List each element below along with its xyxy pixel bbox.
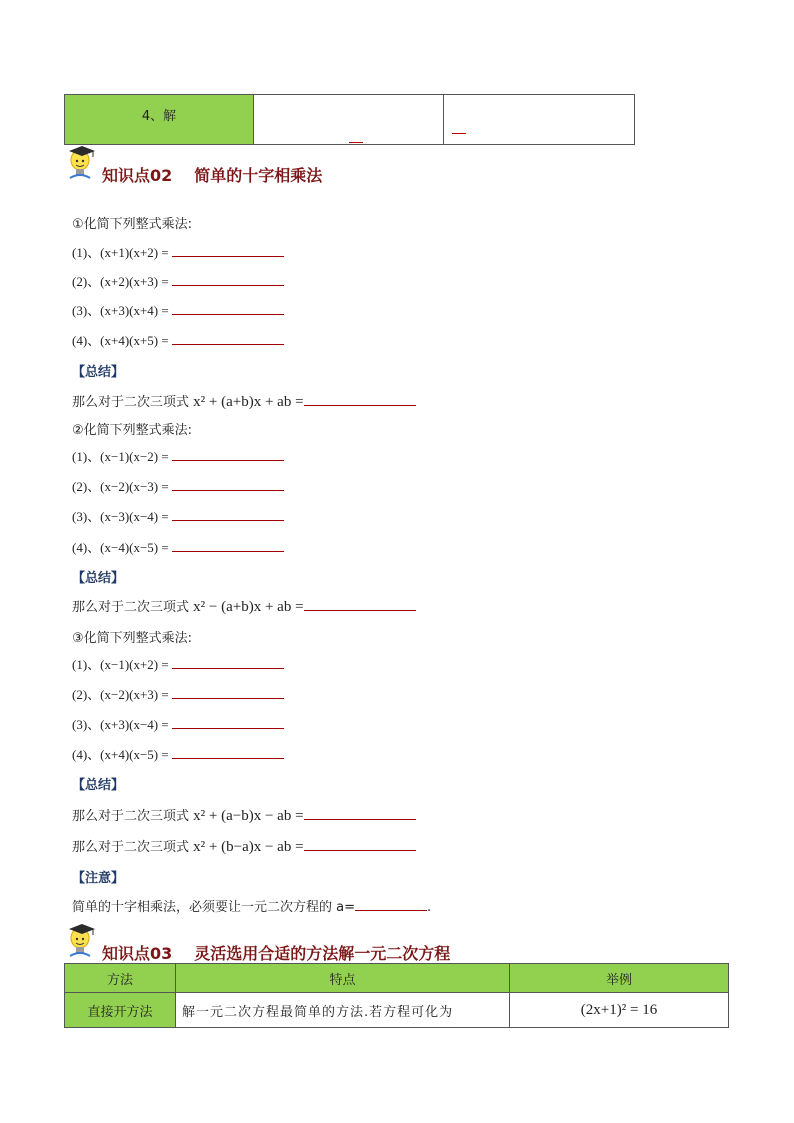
section-number: 知识点02 [102, 166, 173, 185]
summary-line: 那么对于二次三项式 x² − (a+b)x + ab = [72, 596, 416, 616]
exercise-item: (3)、(x−3)(x−4) = [72, 506, 284, 525]
answer-blank[interactable] [172, 460, 284, 461]
summary-label: 【总结】 [72, 778, 125, 793]
exercise-item: (3)、(x+3)(x−4) = [72, 714, 284, 733]
answer-blank[interactable] [172, 728, 284, 729]
answer-blank[interactable] [304, 850, 416, 851]
exercise-item: (4)、(x+4)(x−5) = [72, 744, 284, 763]
section-title: 灵活选用合适的方法解一元二次方程 [194, 944, 451, 963]
answer-blank[interactable] [172, 285, 284, 286]
red-dash-mark [349, 142, 363, 143]
top-table-cell-3 [444, 95, 634, 144]
exercise-3-title: ③化简下列整式乘法: [72, 631, 193, 646]
exercise-item: (1)、(x−1)(x+2) = [72, 654, 284, 673]
top-table [64, 94, 635, 145]
top-table-cell-2 [254, 95, 444, 144]
exercise-item: (2)、(x−2)(x+3) = [72, 684, 284, 703]
red-dash-mark [452, 133, 466, 134]
section-heading-02 [102, 163, 322, 186]
answer-blank[interactable] [172, 698, 284, 699]
exercise-item: (1)、(x−1)(x−2) = [72, 446, 284, 465]
mascot-icon [66, 144, 96, 184]
answer-blank[interactable] [172, 668, 284, 669]
answer-blank[interactable] [172, 520, 284, 521]
exercise-item: (4)、(x+4)(x+5) = [72, 330, 284, 349]
methods-table [64, 963, 729, 1028]
summary-line: 那么对于二次三项式 x² + (a−b)x − ab = [72, 805, 416, 825]
answer-blank[interactable] [304, 819, 416, 820]
table-row [65, 993, 729, 1028]
answer-blank[interactable] [172, 314, 284, 315]
example-cell: (2x+1)² = 16 [510, 993, 729, 1028]
answer-blank[interactable] [172, 344, 284, 345]
exercise-item: (1)、(x+1)(x+2) = [72, 242, 284, 261]
summary-line: 那么对于二次三项式 x² + (a+b)x + ab = [72, 391, 416, 411]
section-title: 简单的十字相乘法 [194, 166, 323, 185]
method-cell: 直接开方法 [65, 993, 176, 1028]
summary-label: 【总结】 [72, 571, 125, 586]
feature-cell: 解一元二次方程最简单的方法.若方程可化为 [176, 993, 510, 1028]
answer-blank[interactable] [172, 551, 284, 552]
mascot-icon [66, 922, 96, 962]
note-label: 【注意】 [72, 871, 125, 886]
answer-blank[interactable] [172, 490, 284, 491]
section-number: 知识点03 [102, 944, 173, 963]
exercise-2-title: ②化简下列整式乘法: [72, 423, 193, 438]
answer-blank[interactable] [304, 610, 416, 611]
table-header-row [65, 964, 729, 993]
table-header-cell: 方法 [65, 964, 176, 993]
answer-blank[interactable] [172, 256, 284, 257]
answer-blank[interactable] [172, 758, 284, 759]
exercise-item: (2)、(x−2)(x−3) = [72, 476, 284, 495]
answer-blank[interactable] [355, 910, 427, 911]
exercise-item: (2)、(x+2)(x+3) = [72, 271, 284, 290]
answer-blank[interactable] [304, 405, 416, 406]
summary-line: 那么对于二次三项式 x² + (b−a)x − ab = [72, 836, 416, 856]
exercise-item: (4)、(x−4)(x−5) = [72, 537, 284, 556]
top-table-cell-1: 4、解 [65, 95, 254, 144]
exercise-item: (3)、(x+3)(x+4) = [72, 300, 284, 319]
summary-label: 【总结】 [72, 365, 125, 380]
table-header-cell: 举例 [510, 964, 729, 993]
note-line: 简单的十字相乘法，必须要让一元二次方程的 a= . [72, 900, 432, 915]
table-header-cell: 特点 [176, 964, 510, 993]
exercise-1-title: ①化简下列整式乘法: [72, 217, 193, 232]
section-heading-03 [102, 941, 450, 964]
